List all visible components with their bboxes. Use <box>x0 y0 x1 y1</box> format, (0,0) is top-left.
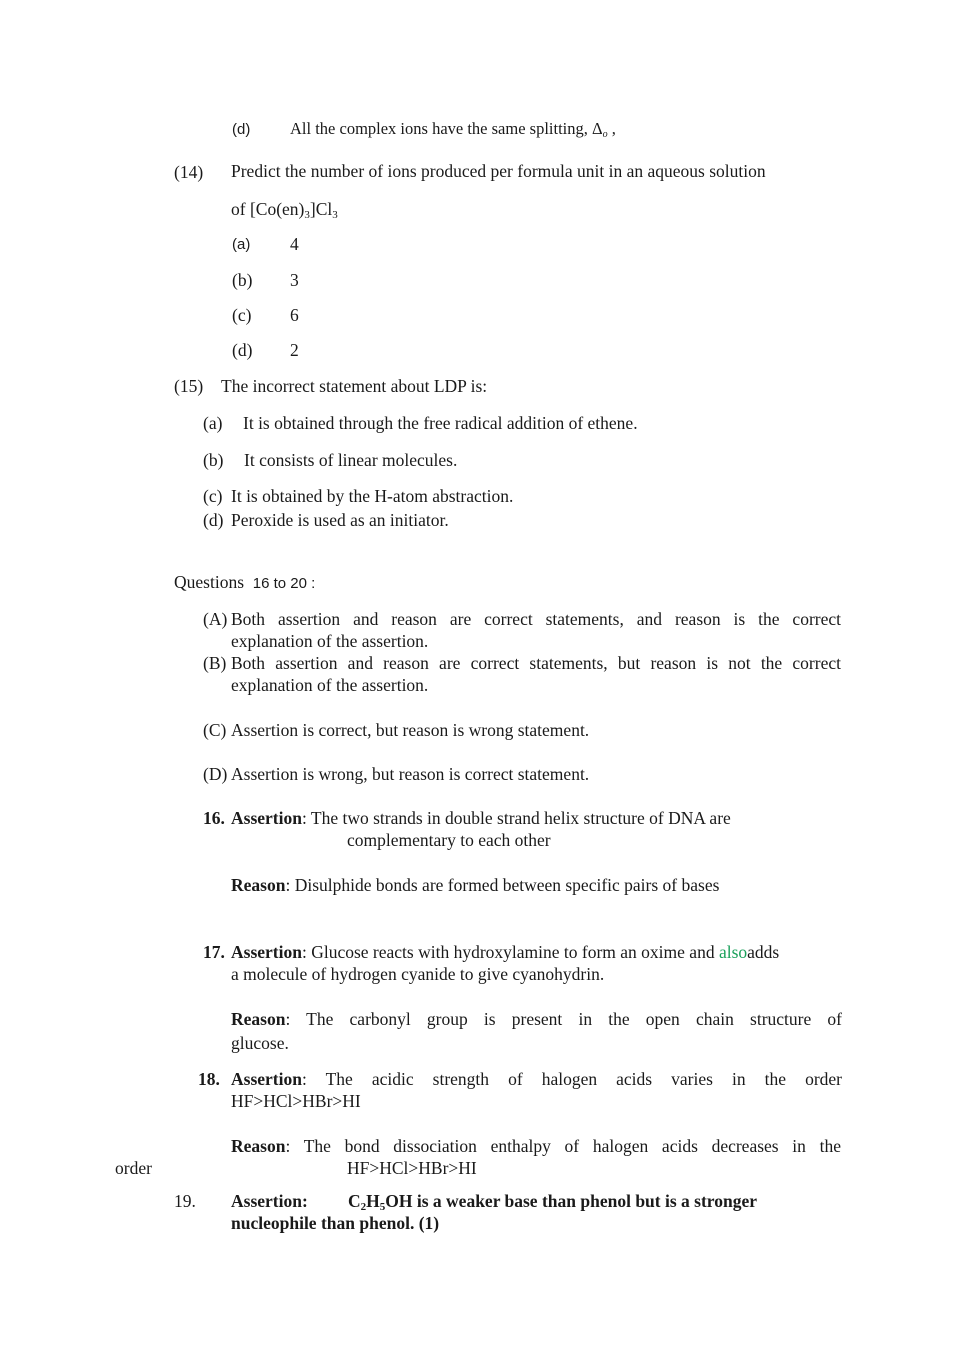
code-b-label: (B) <box>203 653 227 673</box>
q16-reason: Reason: Disulphide bonds are formed between specific pairs of bases <box>231 875 720 895</box>
q17-reason-line2: glucose. <box>231 1033 289 1053</box>
q18-order-word: order <box>115 1158 152 1178</box>
code-c-line1: Assertion is correct, but reason is wrong statement. <box>231 720 590 740</box>
q14-number: (14) <box>174 162 204 182</box>
code-b-line1: Both assertion and reason are correct statements, but reason is not the correct <box>231 653 841 673</box>
q14-stem-line2: of $[Co(en)_3]Cl_3$ <box>231 199 338 221</box>
q15-number: (15) <box>174 376 204 396</box>
q18-number: 18. <box>198 1069 220 1089</box>
q15-stem: The incorrect statement about LDP is: <box>221 376 488 396</box>
q16-assertion-line1: Assertion: The two strands in double strand helix structure of DNA are <box>231 808 731 828</box>
q14-option-b-label: (b) <box>232 270 253 290</box>
q19-number: 19. <box>174 1191 196 1211</box>
q17-reason-line1: Reason: The carbonyl group is present in the open chain structure of <box>231 1009 842 1029</box>
q16-number: 16. <box>203 808 225 828</box>
q16-assertion-line2: complementary to each other <box>347 830 551 850</box>
q14-option-b-text: 3 <box>290 270 299 290</box>
q13-option-d-label: (d) <box>232 121 251 138</box>
code-a-label: (A) <box>203 609 228 629</box>
also-highlight: also <box>718 942 748 962</box>
code-b-line2: explanation of the assertion. <box>231 675 429 695</box>
section-heading: Questions 16 to 20 : <box>174 572 316 592</box>
code-d-label: (D) <box>203 764 228 784</box>
q14-option-d-label: (d) <box>232 340 253 360</box>
q15-option-c-label: (c) <box>203 486 223 506</box>
q19-assertion-line1: $C_2H_5OH$ is a weaker base than phenol but is a stronger <box>348 1191 758 1213</box>
q15-option-a-label: (a) <box>203 413 223 433</box>
q19-assertion-line2: nucleophile than phenol. (1) <box>231 1213 440 1233</box>
q15-option-d-label: (d) <box>203 510 224 530</box>
delta-symbol: $\Delta_o$ <box>592 119 608 140</box>
q14-option-c-label: (c) <box>232 305 252 325</box>
q14-option-a-label: (a) <box>232 236 251 253</box>
code-a-line2: explanation of the assertion. <box>231 631 429 651</box>
q13-option-d-text: All the complex ions have the same splitting, $\Delta_o$ , <box>290 119 616 140</box>
q18-reason-line2: HF>HCl>HBr>HI <box>347 1158 477 1178</box>
q15-option-a-text: It is obtained through the free radical addition of ethene. <box>243 413 638 433</box>
q18-assertion-line1: Assertion: The acidic strength of halogen acids varies in the order <box>231 1069 842 1089</box>
code-d-line1: Assertion is wrong, but reason is correct statement. <box>231 764 590 784</box>
q15-option-b-label: (b) <box>203 450 224 470</box>
q14-option-c-text: 6 <box>290 305 299 325</box>
q18-assertion-line2: HF>HCl>HBr>HI <box>231 1091 361 1111</box>
q17-number: 17. <box>203 942 225 962</box>
code-c-label: (C) <box>203 720 227 740</box>
q19-assertion-label: Assertion: <box>231 1191 308 1211</box>
q18-reason-line1: Reason: The bond dissociation enthalpy of halogen acids decreases in the <box>231 1136 841 1156</box>
q14-option-d-text: 2 <box>290 340 299 360</box>
q14-stem-line1: Predict the number of ions produced per formula unit in an aqueous solution <box>231 161 766 181</box>
q17-assertion-line1: Assertion: Glucose reacts with hydroxylamine to form an oxime and alsoadds <box>231 942 780 962</box>
q17-assertion-line2: a molecule of hydrogen cyanide to give cyanohydrin. <box>231 964 605 984</box>
code-a-line1: Both assertion and reason are correct statements, and reason is the correct <box>231 609 841 629</box>
q15-option-d-text: Peroxide is used as an initiator. <box>231 510 449 530</box>
q15-option-c-text: It is obtained by the H-atom abstraction. <box>231 486 514 506</box>
q15-option-b-text: It consists of linear molecules. <box>244 450 458 470</box>
q14-option-a-text: 4 <box>290 234 299 254</box>
